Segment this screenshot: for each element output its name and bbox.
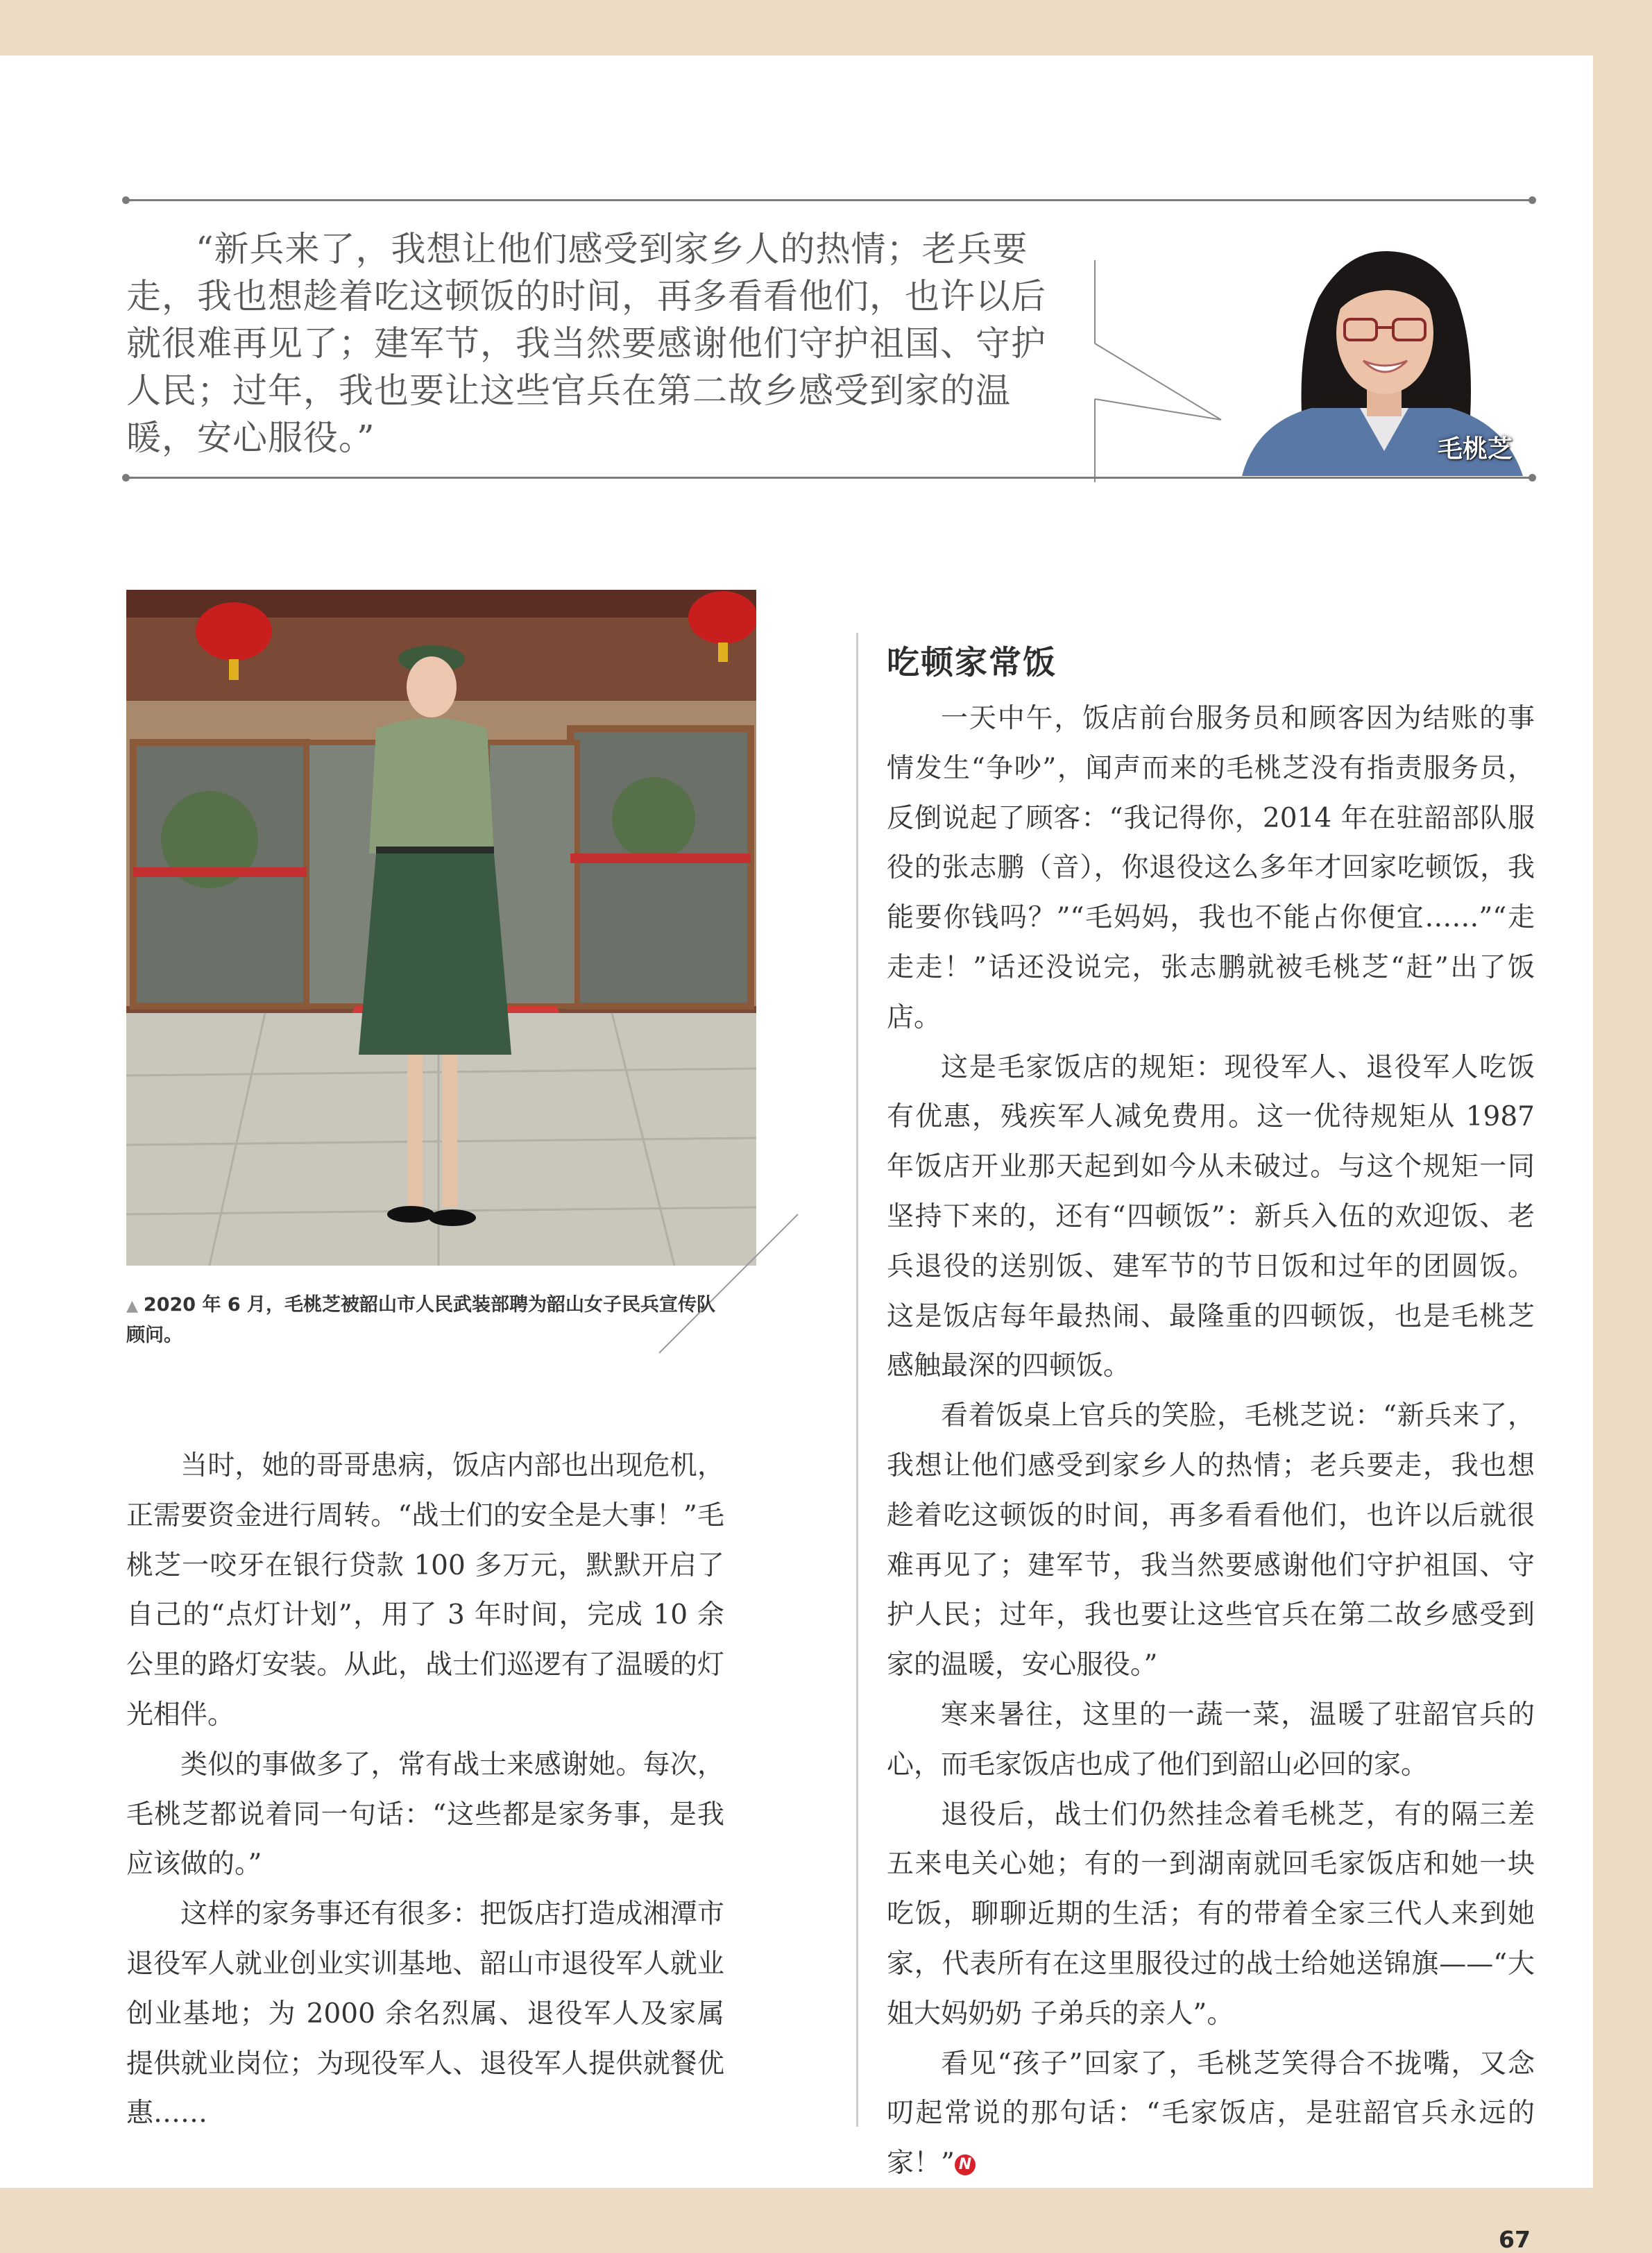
portrait-name-label: 毛桃芝 (1437, 435, 1513, 464)
end-mark-icon: N (955, 2154, 976, 2175)
uniform-photo (126, 590, 756, 1266)
caption-text: 2020 年 6 月，毛桃芝被韶山市人民武装部聘为韶山女子民兵宣传队顾问。 (126, 1294, 716, 1346)
left-column (126, 1441, 724, 2139)
paragraph: 退役后，战士们仍然挂念着毛桃芝，有的隔三差五来电关心她；有的一到湖南就回毛家饭店和她一块吃饭，聊聊近期的生活；有的带着全家三代人来到她家，代表所有在这里服役过的战士给她送锦旗——“大姐大妈奶奶 子弟兵的亲人”。 (887, 1799, 1535, 2030)
quote-top-rule (125, 199, 1533, 201)
pull-quote: “新兵来了，我想让他们感受到家乡人的热情；老兵要走，我也想趁着吃这顿饭的时间，再多看看他们，也许以后就很难再见了；建军节，我当然要感谢他们守护祖国、守护人民；过年，我也要让这些官兵在第二故乡感受到家的温暖，安心服役。” (126, 229, 1046, 458)
right-column (887, 694, 1535, 2188)
column-divider (856, 633, 858, 2127)
paragraph: 一天中午，饭店前台服务员和顾客因为结账的事情发生“争吵”，闻声而来的毛桃芝没有指责服务员，反倒说起了顾客：“我记得你，2014 年在驻韶部队服役的张志鹏（音），你退役这么多年才回家吃顿饭，我能要你钱吗？”“毛妈妈，我也不能占你便宜……”“走走走！”话还没说完，张志鹏就被毛桃芝“赶”出了饭店。 (887, 703, 1535, 1033)
paragraph: 这样的家务事还有很多：把饭店打造成湘潭市退役军人就业创业实训基地、韶山市退役军人就业创业基地；为 2000 余名烈属、退役军人及家属提供就业岗位；为现役军人、退役军人提供就餐优惠…… (126, 1898, 724, 2129)
last-paragraph-text: 看见“孩子”回家了，毛桃芝笑得合不拢嘴，又念叨起常说的那句话：“毛家饭店，是驻韶官兵永远的家！” (887, 2048, 1535, 2179)
page-number: 67 (1499, 2226, 1531, 2253)
speech-bubble-tail (1089, 253, 1228, 489)
caption-triangle-icon: ▲ (126, 1298, 138, 1315)
quote-bottom-rule (125, 477, 1533, 479)
photo-caption (126, 1291, 723, 1350)
paragraph: 这是毛家饭店的规矩：现役军人、退役军人吃饭有优惠，残疾军人减免费用。这一优待规矩从 1987 年饭店开业那天起到如今从未破过。与这个规矩一同坚持下来的，还有“四顿饭”：新兵入伍的欢迎饭、老兵退役的送别饭、建军节的节日饭和过年的团圆饭。这是饭店每年最热闹、最隆重的四顿饭，也是毛桃芝感触最深的四顿饭。 (887, 1051, 1535, 1382)
section-title: 吃顿家常饭 (887, 644, 1057, 682)
paragraph: 类似的事做多了，常有战士来感谢她。每次，毛桃芝都说着同一句话：“这些都是家务事，是我应该做的。” (126, 1749, 724, 1880)
portrait-photo (1228, 222, 1533, 476)
photo-image (126, 590, 756, 1266)
paragraph: 当时，她的哥哥患病，饭店内部也出现危机，正需要资金进行周转。“战士们的安全是大事！”毛桃芝一咬牙在银行贷款 100 多万元，默默开启了自己的“点灯计划”，用了 3 年时间，完成 10 余公里的路灯安装。从此，战士们巡逻有了温暖的灯光相伴。 (126, 1450, 724, 1731)
magazine-page (0, 56, 1593, 2253)
last-paragraph (887, 2039, 1535, 2188)
paragraph: 寒来暑往，这里的一蔬一菜，温暖了驻韶官兵的心，而毛家饭店也成了他们到韶山必回的家。 (887, 1699, 1535, 1780)
paragraph: 看着饭桌上官兵的笑脸，毛桃芝说：“新兵来了，我想让他们感受到家乡人的热情；老兵要走，我也想趁着吃这顿饭的时间，再多看看他们，也许以后就很难再见了；建军节，我当然要感谢他们守护祖国、守护人民；过年，我也要让这些官兵在第二故乡感受到家的温暖，安心服役。” (887, 1400, 1535, 1681)
